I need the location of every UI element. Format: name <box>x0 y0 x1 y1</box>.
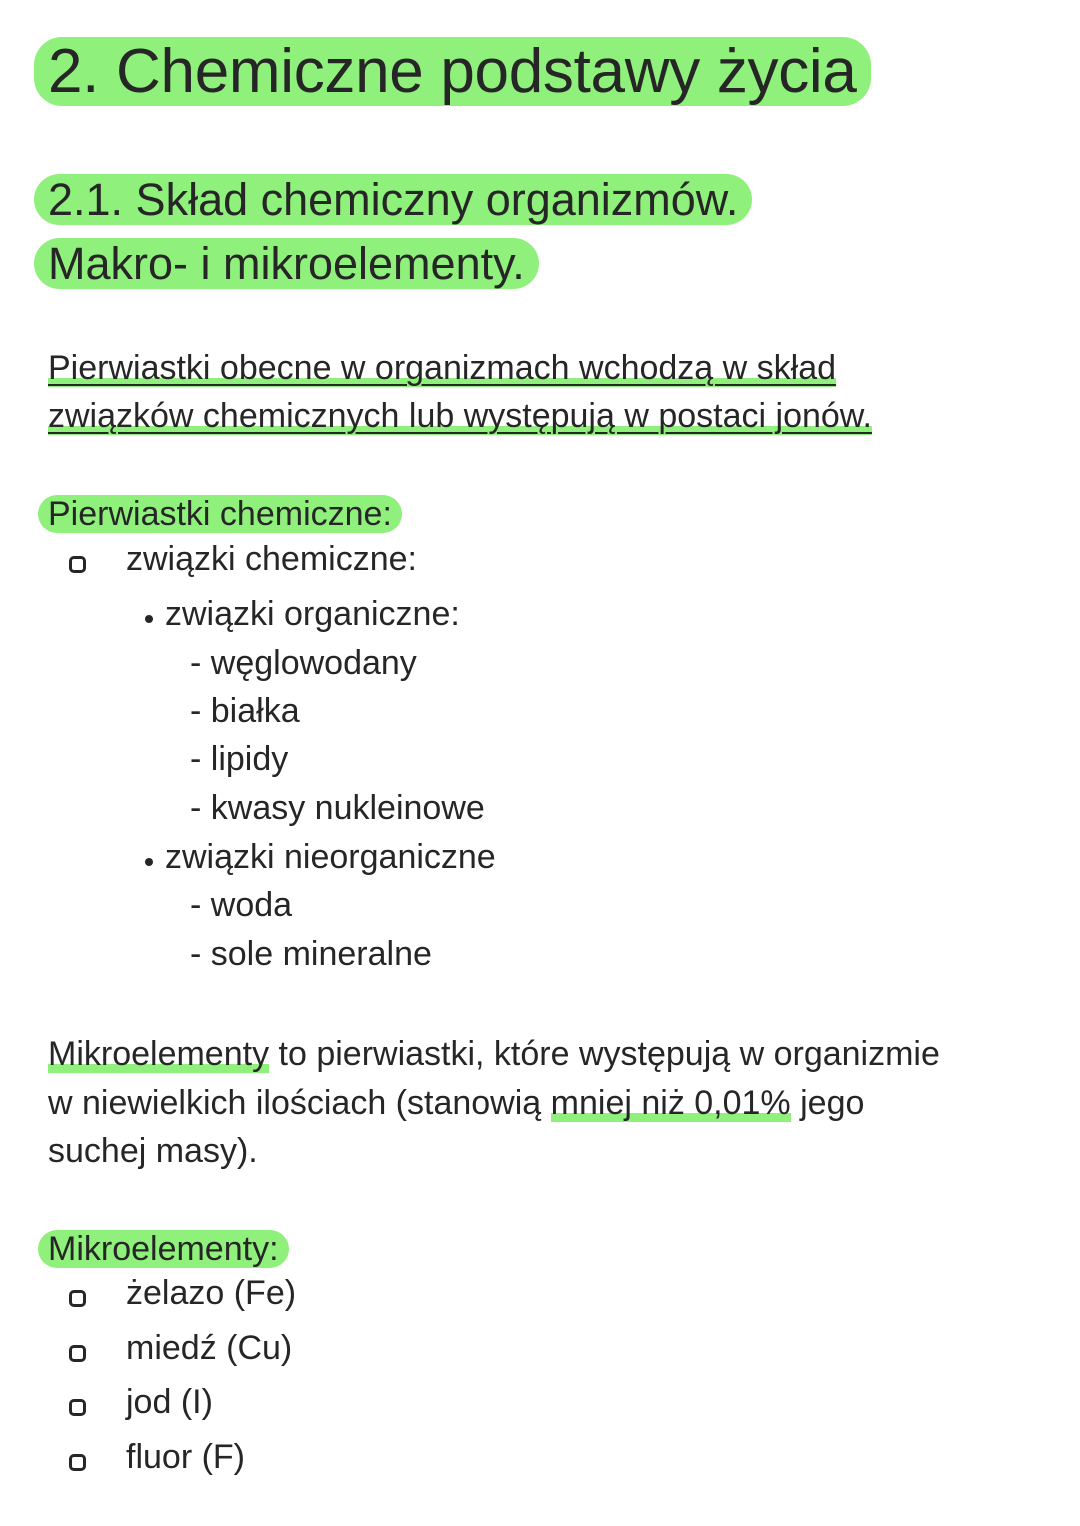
section-subtitle-line2: Makro- i mikroelementy. <box>48 232 539 296</box>
page-title <box>48 36 871 107</box>
percentage-highlight: mniej niż 0,01% <box>550 1084 791 1122</box>
list-item-fluorine: fluor (F) <box>126 1438 245 1476</box>
list-item-organic: związki organiczne: <box>165 595 460 633</box>
list-item-inorganic: związki nieorganiczne <box>165 838 496 876</box>
list-item-lipids: - lipidy <box>190 740 289 778</box>
checkbox-icon <box>69 1345 86 1362</box>
bullet-icon <box>145 615 153 623</box>
list-item-copper: miedź (Cu) <box>126 1329 293 1367</box>
list-item-proteins: - białka <box>190 692 300 730</box>
list-item-mineral-salts: - sole mineralne <box>190 935 432 973</box>
section-subtitle-line1: 2.1. Skład chemiczny organizmów. <box>48 168 752 232</box>
list-item-iodine: jod (I) <box>126 1383 213 1421</box>
bullet-icon <box>145 858 153 866</box>
checkbox-icon <box>69 1290 86 1307</box>
section-heading-elements: Pierwiastki chemiczne: <box>48 490 402 538</box>
intro-line-2: związków chemicznych lub występują w postaci jonów. <box>48 397 872 435</box>
title-highlight: 2. Chemiczne podstawy życia <box>34 37 871 106</box>
definition-line-1: Mikroelementy to pierwiastki, które występują w organizmie <box>48 1035 940 1073</box>
list-item-nucleic-acids: - kwasy nukleinowe <box>190 789 485 827</box>
list-item-carbohydrates: - węglowodany <box>190 644 417 682</box>
checkbox-icon <box>69 1399 86 1416</box>
definition-line-3: suchej masy). <box>48 1132 258 1170</box>
checkbox-icon <box>69 1454 86 1471</box>
intro-line-1: Pierwiastki obecne w organizmach wchodzą w skład <box>48 349 837 387</box>
list-item-water: - woda <box>190 886 293 924</box>
term-highlight: Mikroelementy <box>48 1035 270 1073</box>
list-item-compounds: związki chemiczne: <box>126 540 417 578</box>
definition-line-2: w niewielkich ilościach (stanowią mniej niż 0,01% jego <box>48 1084 865 1122</box>
section-heading-microelements: Mikroelementy: <box>48 1225 289 1273</box>
checkbox-icon <box>69 556 86 573</box>
list-item-iron: żelazo (Fe) <box>126 1274 297 1312</box>
